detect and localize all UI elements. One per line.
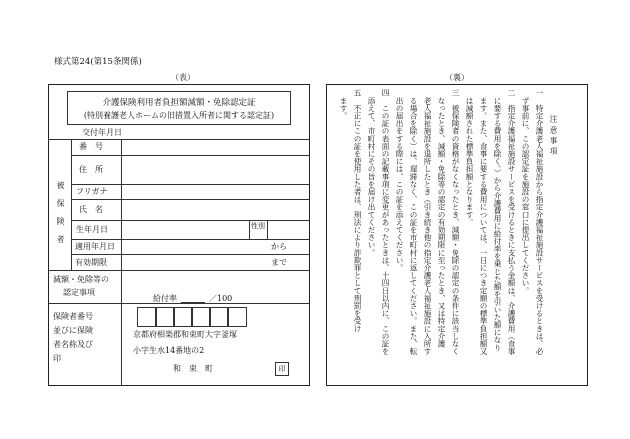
note-line: 五 不正にこの証を使用した者は、刑法により詐欺罪として刑罰を受け: [353, 89, 362, 333]
front-card: [48, 84, 310, 386]
number-label: 番 号: [79, 142, 103, 151]
note-line: 四 この証の表面の記載事項に変更があったときは、十四日以内に、この証を: [381, 89, 390, 355]
insurer-number-box: [155, 307, 175, 327]
sex-label: 性別: [251, 222, 265, 230]
note-line: に要する費用を除く。）から介護費用に給付率を乗じた額を引いた額になり: [493, 89, 502, 352]
reduction-label-2: 認定事項: [63, 288, 95, 297]
title-line-2: (特別養護老人ホームの旧措置入所者に関する認定証): [83, 111, 275, 120]
back-heading: （裏）: [445, 73, 469, 82]
insurer-number-box: [191, 307, 211, 327]
end-suffix: まで: [271, 258, 287, 267]
note-line: 老人福祉施設を退所したとき（引き続き他の指定介護老人福祉施設に入所す: [423, 89, 432, 355]
note-line: 出の届出をする際には、この証を添えてください。: [395, 89, 404, 272]
furigana-label: フリガナ: [76, 187, 108, 196]
insurer-label-3: 者名称及び: [53, 340, 93, 349]
note-line: 添えて、市町村にその旨を届け出てください。: [367, 89, 376, 257]
note-line: 二 指定介護福祉施設サービスを受けるときに支払う金額は、介護費用（食事: [507, 89, 516, 355]
insurer-number-box: [173, 307, 193, 327]
insurer-label-2: 並びに保険: [53, 326, 93, 335]
title-line-1: 介護保険利用者負担額減額・免除認定証: [102, 98, 256, 108]
note-line: なったとき、減額・免除等の認定の有効期限に至ったとき、又は特定介護: [437, 89, 446, 348]
form-number: 様式第24(第15条関係): [54, 57, 142, 67]
insurer-address-1: 京都府相楽郡和束町大字釜塚: [133, 330, 237, 339]
note-line: は減額された標準負担額となります。: [465, 89, 474, 226]
insurer-label-1: 保険者番号: [53, 312, 93, 321]
note-line: る場合を除く）は、遅滞なく、この証を市町村に返してください。また、転: [409, 89, 418, 355]
issue-date-label: 交付年月日: [82, 128, 122, 137]
note-line: 三 被保険者の資格がなくなったとき、減額・免除の認定の条件に該当しなく: [451, 89, 460, 355]
seal-box: 印: [275, 362, 289, 376]
note-line: 一 特定介護老人福祉施設から指定介護福祉施設サービスを受けるときは、必: [535, 89, 544, 355]
insurer-number-box: [137, 307, 157, 327]
insured-label: 被保険者: [56, 181, 65, 253]
insurer-address-2: 小字生水14番地の2: [133, 346, 205, 355]
insurer-number-box: [209, 307, 229, 327]
note-line: ず事前に、この認定証を施設の窓口に提出してください。: [521, 89, 530, 295]
start-suffix: から: [271, 242, 287, 251]
benefit-rate-label: 給付率: [153, 294, 177, 303]
end-date-label: 有効期限: [75, 258, 107, 267]
back-card: [326, 84, 588, 386]
reduction-label-1: 減額・免除等の: [53, 275, 109, 284]
birth-label: 生年月日: [76, 225, 108, 234]
insurer-label-4: 印: [53, 354, 61, 363]
front-heading: （表）: [171, 73, 195, 82]
address-label: 住 所: [79, 165, 103, 174]
title-box: [67, 91, 291, 125]
note-line: ます。また、食事に要する費用については、一日につき定額の標準負担額又: [479, 89, 488, 355]
name-label: 氏 名: [79, 205, 103, 214]
note-line: ます。: [339, 89, 348, 120]
insurer-number-box: [227, 307, 247, 327]
insurer-name: 和 束 町: [173, 364, 213, 373]
notes-title: 注意事項: [549, 115, 558, 158]
start-date-label: 適用年月日: [75, 242, 115, 251]
benefit-rate-suffix: ／100: [209, 294, 233, 303]
